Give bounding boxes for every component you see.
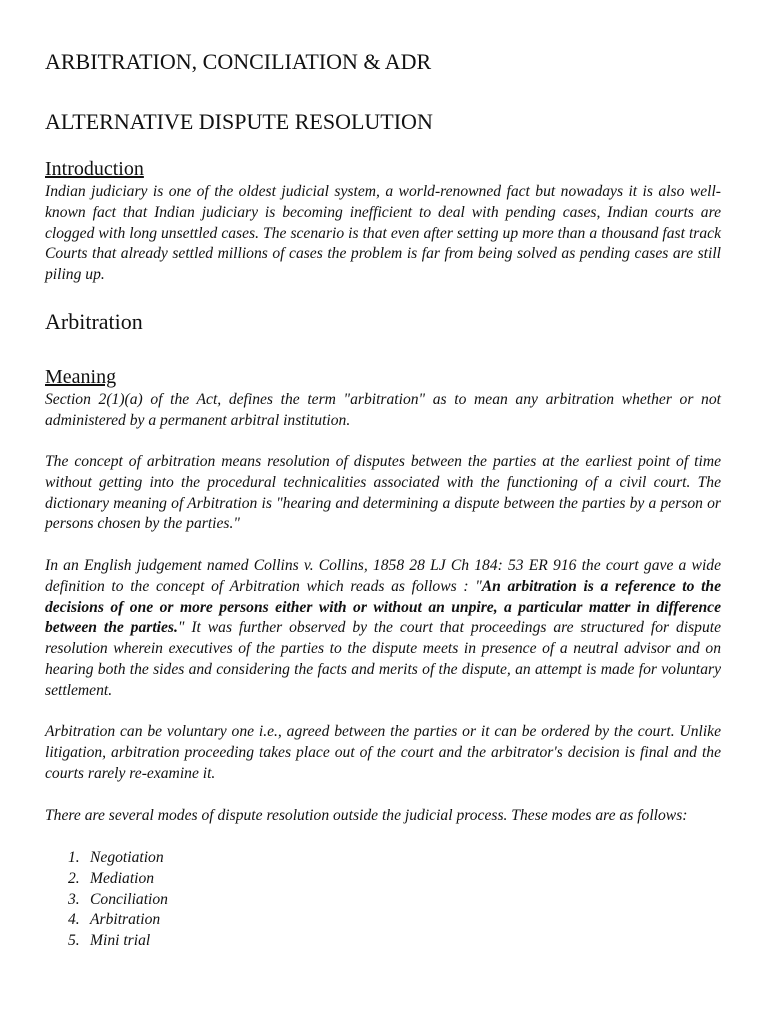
list-item: 2. Mediation <box>68 869 155 887</box>
arbitration-concept-paragraph: The concept of arbitration means resolution of disputes between the parties at the earliest point of time without getting into the procedural technicalities associated with the functioning of a civil court. The dictionary meaning of Arbitration is "hearing and determining a dispute between the parties by a person or persons chosen by the parties." <box>45 453 721 533</box>
modes-intro-paragraph: There are several modes of dispute resolution outside the judicial process. These modes are as follows: <box>45 807 688 824</box>
list-item: 3. Conciliation <box>68 890 168 908</box>
judgement-observation-text: " It was further observed by the court that proceedings are structured for dispute resolution wherein executives of the parties to the dispute meets in presence of a neutral advisor and on hearing both the sides and considering the facts and merits of the dispute, an attempt is made for voluntary settlement. <box>45 619 722 699</box>
judgement-quote-bold: An arbitration is a reference to the decisions of one or more persons either with or without an unpire, a particular matter in difference between the parties. <box>45 577 721 637</box>
judgement-intro-text: In an English judgement named Collins v. Collins, 1858 28 LJ Ch 184: 53 ER 916 the court gave a wide definition to the concept of Arbitration which reads as follows : " <box>45 557 721 595</box>
list-item: 5. Mini trial <box>68 932 151 950</box>
introduction-paragraph: Indian judiciary is one of the oldest judicial system, a world-renowned fact but nowadays it is also well-known fact that Indian judiciary is becoming inefficient to deal with pending cases, Indian courts are clogged with long unsettled cases. The scenario is that even after setting up more than a thousand fast track Courts that already settled millions of cases the problem is far from being solved as pending cases are still piling up. <box>45 183 721 284</box>
document-title: ARBITRATION, CONCILIATION & ADR <box>45 49 432 74</box>
collins-judgement-paragraph <box>45 556 721 702</box>
list-item: 4. Arbitration <box>68 911 161 929</box>
voluntary-arbitration-paragraph: Arbitration can be voluntary one i.e., agreed between the parties or it can be ordered by the court. Unlike litigation, arbitration proceeding takes place out of the court and the arbitrator's decision is final and the courts rarely re-examine it. <box>45 723 721 782</box>
meaning-heading: Meaning <box>45 366 117 388</box>
arbitration-heading: Arbitration <box>45 309 143 334</box>
meaning-definition-paragraph: Section 2(1)(a) of the Act, defines the term "arbitration" as to mean any arbitration whether or not administered by a permanent arbitral institution. <box>45 391 721 429</box>
introduction-heading: Introduction <box>45 158 144 180</box>
list-item: 1. Negotiation <box>68 849 164 866</box>
document-subtitle: ALTERNATIVE DISPUTE RESOLUTION <box>45 109 433 134</box>
modes-list <box>68 848 168 952</box>
